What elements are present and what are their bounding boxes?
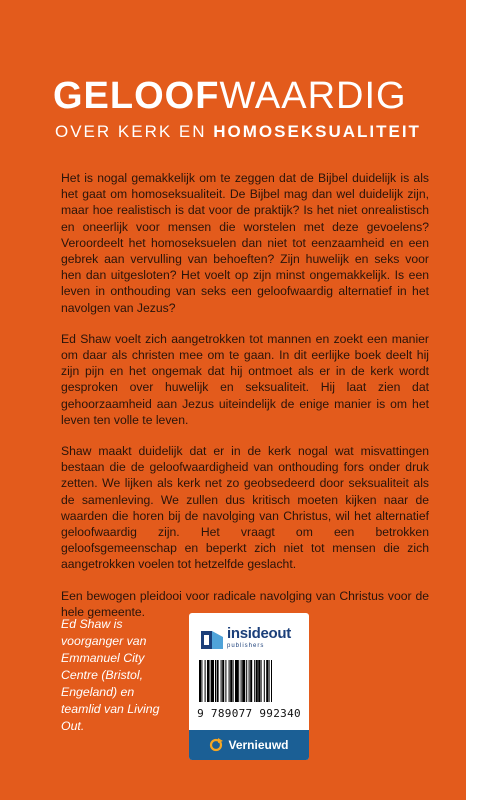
insideout-logo-icon [201,629,223,651]
isbn-barcode [197,660,301,702]
subtitle-bold: HOMOSEKSUALITEIT [213,122,421,141]
publisher-name: insideout [227,625,291,642]
publisher-logo [201,625,291,652]
blurb-paragraph-3: Shaw maakt duidelijk dat er in de kerk nogal wat misvattingen bestaan die de geloofwaardigheid van onthouding fors onder druk zetten. We lijken als kerk net zo geobsedeerd door seksualiteit als de samenleving. We zullen dus kritisch moeten kijken naar de waarden die horen bij de navolging van Christus, wil het alternatief geloofwaardig zijn. Het vraagt om een betrokken geloofsgemeenschap en beperkt zich niet tot mensen die zich aangetrokken voelen tot hetzelfde geslacht. [61,444,429,572]
book-title [53,76,407,116]
blurb-paragraph-2: Ed Shaw voelt zich aangetrokken tot mannen en zoekt een manier om daar als christen mee om te gaan. In dit eerlijke boek deelt hij zijn pijn en het ongemak dat hij ontmoet als er in de kerk wordt gesproken over huwelijk en seksualiteit. Hij laat zien dat gehoorzaamheid aan Jezus uiteindelijk de enige manier is om het leven ten volle te leven. [61,331,429,427]
subtitle-prefix: OVER KERK EN [55,122,214,141]
book-subtitle [55,122,421,142]
blurb-paragraph-4: Een bewogen pleidooi voor radicale navolging van Christus voor de hele gemeente. [61,588,429,619]
blurb-text [61,170,429,635]
blurb-paragraph-1: Het is nogal gemakkelijk om te zeggen dat de Bijbel duidelijk is als het gaat om homoseksualiteit. De Bijbel mag dan wel duidelijk zijn, maar hoe realistisch is dat voor de praktijk? Is het niet onrealistisch en oneerlijk voor mensen die worstelen met deze gevoelens? Veroordeelt het homoseksuelen dan niet tot eenzaamheid en een gebrek aan vervulling van behoeften? Zijn huwelijk en seks voor hen dan uitgesloten? Het voelt op zijn minst ongemakkelijk. Is een leven in onthouding van seks een geloofwaardig alternatief in het navolgen van Jezus? [61,171,429,315]
barcode-panel [189,613,309,760]
refresh-icon [209,738,223,752]
title-light-part: WAARDIG [219,75,407,117]
publisher-tagline: publishers [227,643,265,649]
badge-label: Vernieuwd [228,738,289,752]
isbn-number: 9 789077 992340 [197,707,301,720]
author-bio: Ed Shaw is voorganger van Emmanuel City Centre (Bristol, Engeland) en teamlid van Living Out. [61,617,160,733]
title-bold-part: GELOOF [53,75,220,117]
vernieuwd-badge [189,730,309,760]
page-edge [466,0,499,800]
